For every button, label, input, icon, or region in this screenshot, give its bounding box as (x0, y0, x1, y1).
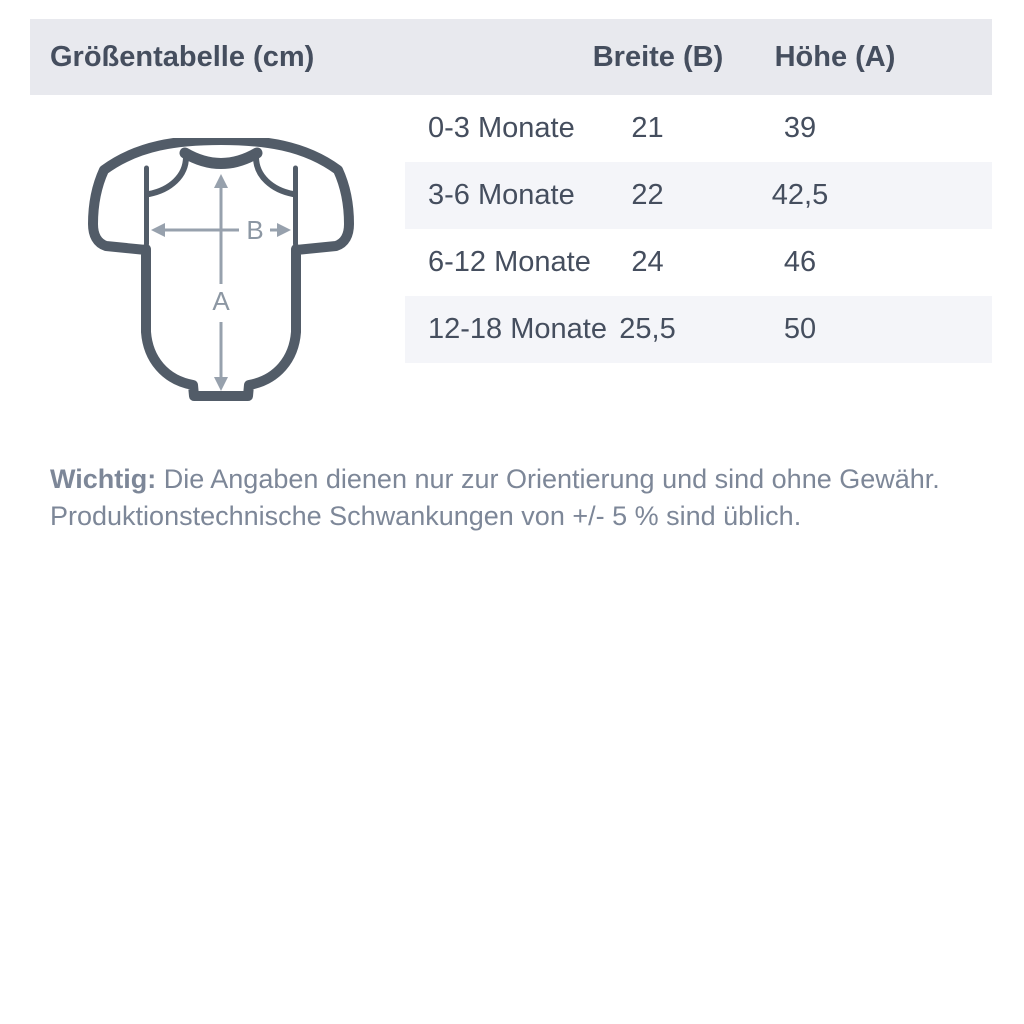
arrowhead-down-icon (214, 377, 228, 391)
collar-crescent (185, 153, 257, 164)
hoehe-value: 39 (783, 112, 817, 144)
table-row (405, 162, 992, 229)
breite-value: 24 (631, 246, 664, 278)
right-shoulder-fold (256, 157, 293, 194)
right-armpit-joint (291, 244, 301, 254)
bodysuit-measurement-diagram (88, 138, 356, 410)
breite-value: 21 (631, 112, 664, 144)
size-table-rows (405, 95, 992, 363)
table-header (30, 19, 992, 95)
arrowhead-left-icon (151, 223, 165, 237)
disclaimer-note (50, 461, 980, 535)
hoehe-value: 50 (783, 313, 817, 345)
column-header-hoehe: Höhe (A) (774, 40, 896, 73)
size-label: 3-6 Monate (428, 179, 575, 211)
arrowhead-up-icon (214, 174, 228, 188)
size-label: 12-18 Monate (428, 313, 607, 345)
disclaimer-line1: Die Angaben dienen nur zur Orientierung und sind ohne Gewähr. (163, 464, 940, 494)
disclaimer-line2: Produktionstechnische Schwankungen von +/- 5 % sind üblich. (50, 501, 802, 531)
disclaimer-prefix: Wichtig: (50, 464, 157, 494)
hoehe-value: 42,5 (771, 179, 829, 211)
width-measure-label: B (246, 215, 264, 245)
breite-value: 25,5 (619, 313, 676, 345)
breite-value: 22 (631, 179, 664, 211)
column-header-breite: Breite (B) (592, 40, 724, 73)
table-row (405, 229, 992, 296)
left-shoulder-fold (149, 157, 186, 194)
page-title: Größentabelle (cm) (50, 40, 315, 73)
hoehe-value: 46 (783, 246, 817, 278)
size-label: 6-12 Monate (428, 246, 591, 278)
arrowhead-right-icon (277, 223, 291, 237)
table-row (405, 296, 992, 363)
table-row (405, 95, 992, 162)
left-armpit-joint (141, 244, 151, 254)
size-label: 0-3 Monate (428, 112, 575, 144)
height-measure-label: A (212, 286, 230, 316)
